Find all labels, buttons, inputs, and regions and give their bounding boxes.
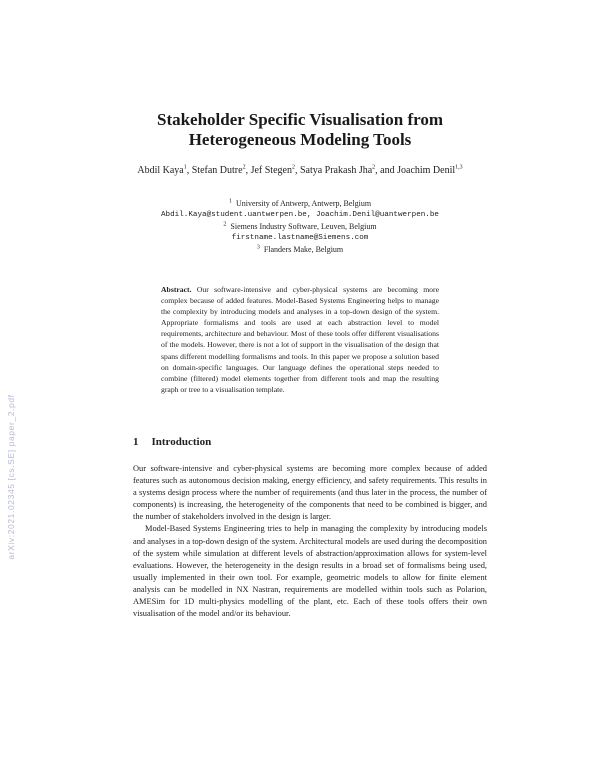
- paragraph-2: Model-Based Systems Engineering tries to help in managing the complexity by introducing models and analyses in a top-down design of the system. Architectural models are used during the decomposition of the system while simulation at different levels of abstraction/approximation allows for system-level evaluations. However, the heterogeneity in the design results in a broad set of formalisms being used, usually implemented in their own tool. For example, geometric models to allow for finite element analysis can be modelled in NX Nastran, requirements are modelled within tools such as Polarion, AMESim for 1D multi-physics modelling of the plant, etc. Each of these tools offers their own visualisation of the model and/or its behaviour.: [133, 524, 487, 619]
- section-number: 1: [133, 436, 139, 448]
- arxiv-stamp-text: arXiv:2021.02345 [cs.SE] paper_2.pdf: [6, 394, 16, 560]
- author-4-sup: 2: [372, 164, 376, 171]
- section-body: [133, 463, 487, 620]
- paragraph-1: Our software-intensive and cyber-physical systems are becoming more complex because of added features such as autonomous decision making, energy efficiency, and safety requirements. This results in a systems design process where the number of requirements (and thus later in the process, the number of components) is increasing, the heterogeneity of the components that need to be combined is bigger, and the number of stakeholders involved in the design is larger.: [133, 464, 487, 522]
- author-list: Abdil Kaya$^1$, Stefan Dutre$^2$, Jef Stegen$^2$, Satya Prakash Jha$^2$, and Joachim Denil$^{1,3}$: [137, 164, 463, 176]
- affiliation-2-email: firstname.lastname@Siemens.com: [231, 234, 369, 242]
- aff1-sup: 1: [228, 198, 232, 205]
- title-line-2: Heterogeneous Modeling Tools: [188, 130, 412, 149]
- author-5-sup: 1,3: [455, 164, 463, 171]
- affiliation-1-email: Abdil.Kaya@student.uantwerpen.be, Joachim.Denil@uantwerpen.be: [161, 211, 439, 219]
- aff2-sup: 2: [223, 221, 227, 228]
- author-3: Jef Stegen: [250, 165, 292, 176]
- aff1-text: University of Antwerp, Antwerp, Belgium: [235, 199, 372, 208]
- author-5: and Joachim Denil: [380, 165, 456, 176]
- aff3-text: Flanders Make, Belgium: [263, 245, 344, 254]
- title-line-1: Stakeholder Specific Visualisation from: [156, 110, 444, 129]
- aff3-sup: 3: [256, 244, 260, 251]
- author-2-sup: 2: [242, 164, 246, 171]
- arxiv-side-stamp: [4, 352, 18, 602]
- author-2: Stefan Dutre: [191, 165, 243, 176]
- author-1-sup: 1: [183, 164, 187, 171]
- paper-title: [0, 110, 600, 150]
- author-1: Abdil Kaya: [137, 165, 184, 176]
- abstract-label: Abstract.: [161, 285, 192, 294]
- affiliation-1: [0, 198, 600, 209]
- section-heading: [133, 436, 211, 448]
- aff2-text: Siemens Industry Software, Leuven, Belgium: [230, 222, 377, 231]
- section-title: Introduction: [151, 436, 212, 448]
- affiliation-3: [0, 244, 600, 255]
- author-3-sup: 2: [291, 164, 295, 171]
- abstract: [161, 284, 439, 395]
- abstract-text: Our software-intensive and cyber-physical systems are becoming more complex because of added features. Model-Based Systems Engineering helps to manage the complexity by introducing models and analyses in a top-down design of the system. Appropriate formalisms and tools are used at each abstraction level to model requirements, architecture and behaviour. Most of these tools offer different visualisations of the models. However, there is not a lot of support in the visualisation of the design that spans different modelling formalisms and tools. In this paper we propose a solution based on domain-specific languages. Our language defines the operational steps needed to combine (filtered) model elements together from different tools and map the resulting graph or tree to a visualisation template.: [161, 285, 439, 394]
- affiliation-2: [0, 221, 600, 232]
- author-4: Satya Prakash Jha: [299, 165, 373, 176]
